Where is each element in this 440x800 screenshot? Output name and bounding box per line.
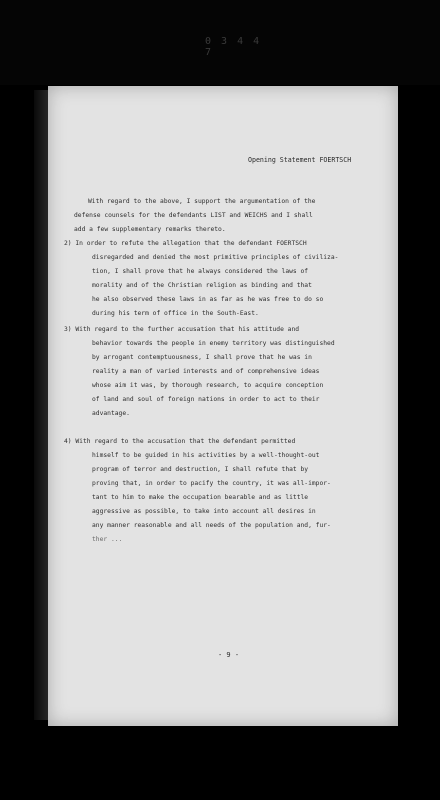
text-line: ther ... bbox=[92, 536, 123, 543]
text-line: advantage. bbox=[92, 410, 130, 417]
text-line: aggressive as possible, to take into account all desires in bbox=[92, 508, 316, 515]
text-line: behavior towards the people in enemy territory was distinguished bbox=[92, 340, 335, 347]
text-line: 3) With regard to the further accusation that his attitude and bbox=[64, 326, 300, 333]
text-line: With regard to the above, I support the argumentation of the bbox=[88, 198, 316, 205]
text-line: during his term of office in the South-East. bbox=[92, 310, 259, 317]
text-line: tant to him to make the occupation bearable and as little bbox=[92, 494, 309, 501]
text-line: proving that, in order to pacify the country, it was all-impor- bbox=[92, 480, 331, 487]
text-line: 2) In order to refute the allegation that the defendant FOERTSCH bbox=[64, 240, 307, 247]
text-line: reality a man of varied interests and of comprehensive ideas bbox=[92, 368, 320, 375]
text-line: of land and soul of foreign nations in order to act to their bbox=[92, 396, 320, 403]
page-heading: Opening Statement FOERTSCH bbox=[248, 156, 352, 164]
text-line: disregarded and denied the most primitive principles of civiliza- bbox=[92, 254, 339, 261]
text-line: morality and of the Christian religion as binding and that bbox=[92, 282, 312, 289]
page-number: - 9 - bbox=[218, 651, 240, 659]
text-line: himself to be guided in his activities by a well-thought-out bbox=[92, 452, 320, 459]
text-line: add a few supplementary remarks thereto. bbox=[74, 226, 226, 233]
text-line: he also observed these laws in as far as he was free to do so bbox=[92, 296, 324, 303]
text-line: any manner reasonable and all needs of the population and, fur- bbox=[92, 522, 331, 529]
document-stamp-number: 0 3 4 4 7 bbox=[205, 36, 262, 58]
text-line: defense counsels for the defendants LIST and WEICHS and I shall bbox=[74, 212, 313, 219]
text-line: whose aim it was, by thorough research, to acquire conception bbox=[92, 382, 324, 389]
document-page bbox=[48, 86, 398, 726]
text-line: by arrogant contemptuousness, I shall prove that he was in bbox=[92, 354, 312, 361]
text-line: program of terror and destruction, I shall refute that by bbox=[92, 466, 309, 473]
text-line: 4) With regard to the accusation that the defendant permitted bbox=[64, 438, 296, 445]
text-line: tion, I shall prove that he always considered the laws of bbox=[92, 268, 309, 275]
